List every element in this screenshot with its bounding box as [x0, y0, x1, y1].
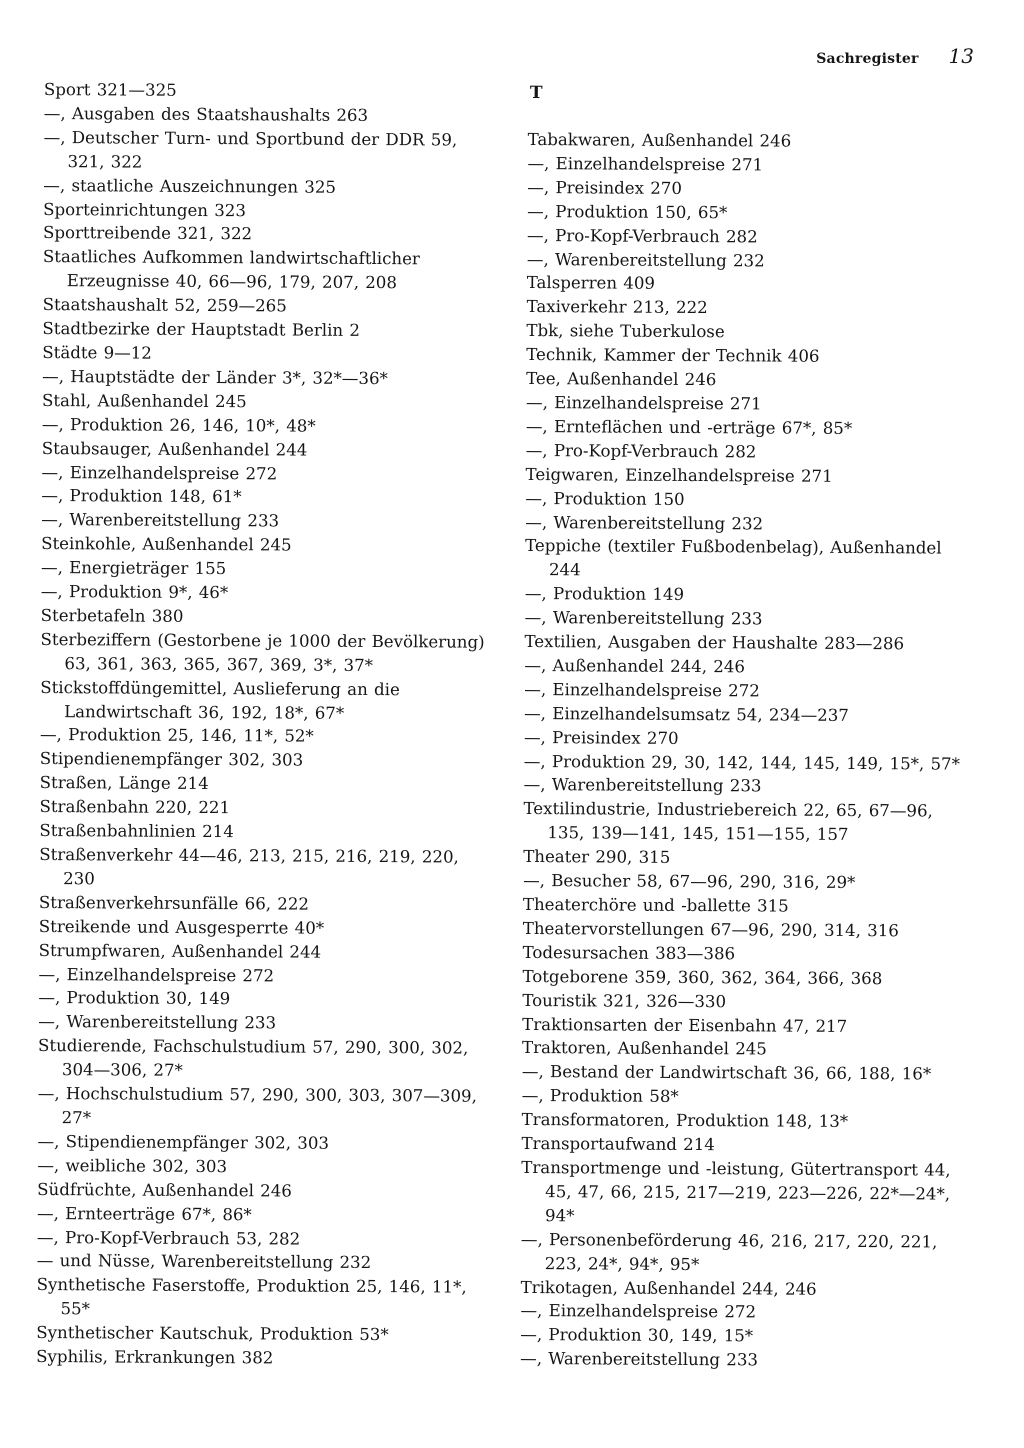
index-entry: Touristik 321, 326—330	[522, 990, 727, 1011]
index-entry: Theater 290, 315	[523, 847, 671, 868]
index-entry: —, Produktion 58*	[521, 1086, 679, 1107]
index-entry: —, Pro-Kopf-Verbrauch 282	[526, 225, 758, 247]
index-entry: Teigwaren, Einzelhandelspreise 271	[525, 464, 833, 486]
index-entry: Stahl, Außenhandel 245	[41, 390, 247, 412]
index-entry: —, Warenbereitstellung 233	[520, 1349, 759, 1370]
index-entry: —, Stipendienempfänger 302, 303	[37, 1131, 330, 1153]
index-entry: —, Pro-Kopf-Verbrauch 53, 282	[36, 1227, 301, 1249]
index-entry: Tee, Außenhandel 246	[526, 369, 717, 390]
index-entry: —, Besucher 58, 67—96, 290, 316, 29*	[523, 871, 856, 893]
index-entry: Sterbetafeln 380	[40, 605, 184, 626]
index-entry: Stipendienempfänger 302, 303	[39, 749, 304, 770]
page-header	[816, 44, 974, 68]
index-entries-right	[520, 128, 974, 1374]
index-column-right	[520, 78, 974, 1374]
index-entry: Trikotagen, Außenhandel 244, 246	[520, 1277, 817, 1299]
running-title: Sachregister	[816, 51, 919, 67]
index-entry: Textilien, Ausgaben der Haushalte 283—286	[524, 632, 905, 654]
index-entry: Traktionsarten der Eisenbahn 47, 217	[522, 1014, 848, 1036]
index-entry: Traktoren, Außenhandel 245	[522, 1038, 767, 1059]
page-number: 13	[948, 44, 974, 68]
index-entry: —, Einzelhandelspreise 272	[41, 462, 278, 483]
index-entry: Südfrüchte, Außenhandel 246	[37, 1179, 292, 1201]
index-entry: Technik, Kammer der Technik 406	[526, 345, 820, 366]
index-entry: —, Energieträger 155	[40, 558, 227, 579]
index-entry: Sterbeziffern (Gestorbene je 1000 der Bevölkerung) 63, 361, 363, 365, 367, 369, 3*, 37*	[40, 629, 485, 675]
index-column-left	[36, 78, 490, 1372]
index-entry: Transformatoren, Produktion 148, 13*	[521, 1110, 849, 1132]
index-entry: —, Einzelhandelspreise 272	[38, 964, 275, 985]
index-entry: Straßenverkehr 44—46, 213, 215, 216, 219, 220, 230	[39, 844, 459, 889]
index-entry: —, Einzelhandelspreise 271	[527, 153, 764, 175]
index-entry: —, Warenbereitstellung 233	[523, 775, 762, 796]
index-entry: —, Einzelhandelspreise 271	[525, 392, 762, 414]
index-entry: —, Bestand der Landwirtschaft 36, 66, 188, 16*	[521, 1062, 932, 1084]
index-entry: —, Hochschulstudium 57, 290, 300, 303, 307—309, 27*	[37, 1084, 477, 1128]
index-entry: Sporteinrichtungen 323	[43, 199, 246, 220]
index-entry: —, Warenbereitstellung 232	[526, 249, 765, 270]
index-entry: Todesursachen 383—386	[522, 942, 736, 964]
index-entry: —, Deutscher Turn- und Sportbund der DDR 59, 321, 322	[43, 127, 458, 172]
index-entry: Städte 9—12	[42, 342, 152, 363]
index-entry: Stadtbezirke der Hauptstadt Berlin 2	[42, 319, 361, 340]
index-entry: Synthetischer Kautschuk, Produktion 53*	[36, 1323, 389, 1345]
index-entry: —, Einzelhandelspreise 272	[524, 679, 760, 701]
index-entry: —, Einzelhandelsumsatz 54, 234—237	[524, 703, 849, 725]
index-entry: —, Warenbereitstellung 233	[38, 1012, 277, 1033]
index-entry: —, Einzelhandelspreise 272	[520, 1301, 757, 1322]
index-entry: Straßenbahnlinien 214	[39, 821, 234, 842]
index-entry: Tbk, siehe Tuberkulose	[526, 321, 725, 342]
index-entry: —, Produktion 9*, 46*	[40, 582, 229, 603]
index-entry: —, Personenbeförderung 46, 216, 217, 220, 221, 223, 24*, 94*, 95*	[520, 1229, 938, 1274]
index-entry: Straßenverkehrsunfälle 66, 222	[38, 892, 310, 914]
index-entry: Theaterchöre und -ballette 315	[522, 894, 789, 916]
index-entry: Straßen, Länge 214	[39, 773, 209, 794]
index-entry: Synthetische Faserstoffe, Produktion 25, 146, 11*, 55*	[36, 1275, 467, 1319]
index-entry: —, Ausgaben des Staatshaushalts 263	[43, 103, 369, 125]
index-entry: —, Produktion 26, 146, 10*, 48*	[41, 414, 316, 436]
index-entry: Strumpfwaren, Außenhandel 244	[38, 940, 322, 962]
index-entry: Staatshaushalt 52, 259—265	[42, 295, 287, 316]
index-entry: —, Pro-Kopf-Verbrauch 282	[525, 440, 757, 462]
index-entry: Sporttreibende 321, 322	[42, 223, 253, 244]
index-entry: —, staatliche Auszeichnungen 325	[43, 175, 337, 197]
index-entry: Talsperren 409	[526, 273, 656, 294]
index-entry: Teppiche (textiler Fußbodenbelag), Außenhandel 244	[525, 536, 942, 580]
index-entry: Studierende, Fachschulstudium 57, 290, 300, 302, 304—306, 27*	[38, 1036, 469, 1081]
index-entry: —, weibliche 302, 303	[37, 1155, 228, 1176]
index-entry: —, Warenbereitstellung 233	[524, 608, 763, 629]
index-entry: —, Produktion 30, 149	[38, 988, 231, 1009]
index-entry: —, Produktion 148, 61*	[41, 486, 242, 507]
index-entry: —, Ernteerträge 67*, 86*	[37, 1203, 252, 1224]
index-entry: —, Hauptstädte der Länder 3*, 32*—36*	[42, 366, 388, 388]
index-entry: —, Produktion 29, 30, 142, 144, 145, 149, 15*, 57*	[523, 751, 961, 774]
index-entry: —, Preisindex 270	[523, 727, 679, 748]
index-entry: Totgeborene 359, 360, 362, 364, 366, 368	[522, 966, 883, 988]
index-entry: —, Produktion 30, 149, 15*	[520, 1325, 754, 1346]
index-entry: —, Produktion 150	[525, 488, 685, 509]
index-entry: Theatervorstellungen 67—96, 290, 314, 316	[522, 918, 899, 941]
index-entry: Steinkohle, Außenhandel 245	[41, 534, 292, 555]
index-entry: Sport 321—325	[43, 79, 177, 100]
index-entry: —, Produktion 25, 146, 11*, 52*	[39, 725, 314, 747]
index-entry: Stickstoffdüngemittel, Auslieferung an die Landwirtschaft 36, 192, 18*, 67*	[40, 677, 400, 723]
index-entry: —, Außenhandel 244, 246	[524, 655, 746, 677]
index-entry: —, Ernteflächen und -erträge 67*, 85*	[525, 416, 853, 438]
index-entry: Staubsauger, Außenhandel 244	[41, 438, 308, 460]
index-entry: —, Produktion 149	[524, 584, 685, 605]
index-entry: Transportmenge und -leistung, Gütertransport 44, 45, 47, 66, 215, 217—219, 223—226, 22*—24*, 94*	[521, 1157, 951, 1226]
index-entry: Tabakwaren, Außenhandel 246	[527, 129, 792, 151]
index-entry: —, Warenbereitstellung 233	[41, 510, 280, 531]
section-letter: T	[529, 83, 543, 104]
index-entry: — und Nüsse, Warenbereitstellung 232	[36, 1251, 372, 1273]
index-entry: —, Produktion 150, 65*	[527, 201, 728, 222]
index-entry: Staatliches Aufkommen landwirtschaftlicher Erzeugnisse 40, 66—96, 179, 207, 208	[42, 247, 420, 293]
index-entry: Transportaufwand 214	[521, 1134, 715, 1155]
index-entry: —, Warenbereitstellung 232	[525, 512, 764, 533]
index-entry: Streikende und Ausgesperrte 40*	[38, 916, 325, 938]
index-entry: Taxiverkehr 213, 222	[526, 297, 708, 318]
index-entry: Syphilis, Erkrankungen 382	[36, 1347, 274, 1368]
index-entry: Textilindustrie, Industriebereich 22, 65, 67—96, 135, 139—141, 145, 151—155, 157	[523, 799, 933, 845]
index-entry: Straßenbahn 220, 221	[39, 797, 231, 818]
index-entry: —, Preisindex 270	[527, 177, 683, 198]
